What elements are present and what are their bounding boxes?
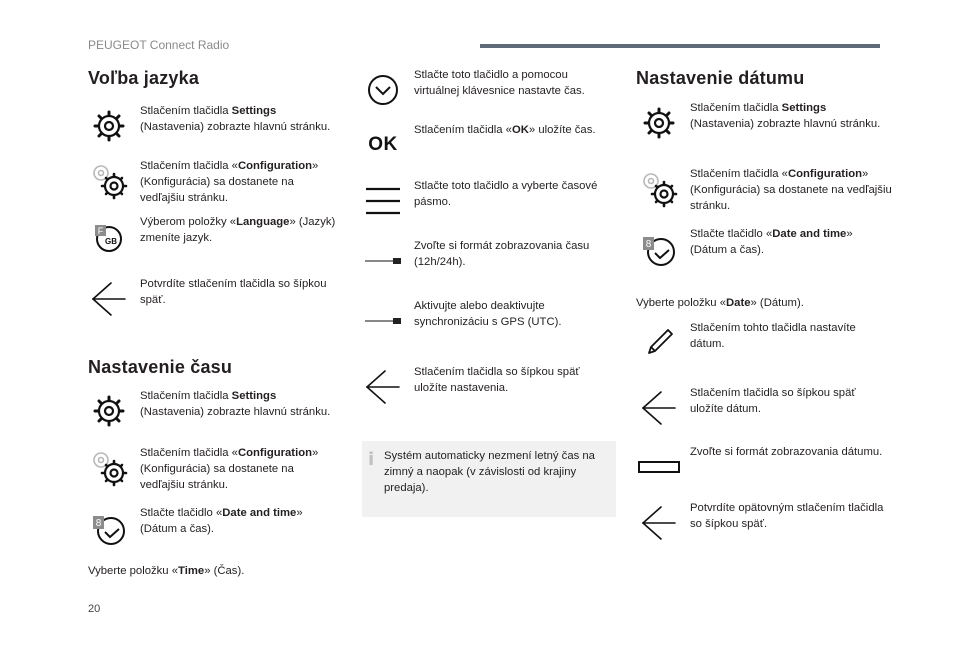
lang-step-1 [86, 103, 340, 149]
step-text: Stlačením tlačidla «Configuration» (Konfigurácia) sa dostanete na vedľajšiu stránku. [140, 160, 319, 204]
chevron-down-icon [360, 67, 406, 113]
back-arrow-icon [360, 364, 406, 410]
lang-badge-bottom: GB [105, 237, 117, 246]
step-text: Zvoľte si formát zobrazovania času (12h/24h). [414, 240, 590, 268]
language-icon [86, 214, 132, 260]
lang-step-4 [86, 276, 340, 322]
gear-icon [636, 100, 682, 146]
time-step-1 [86, 388, 340, 434]
step-text: Zvoľte si formát zobrazovania dátumu. [690, 446, 883, 458]
step-text: Aktivujte alebo deaktivujte synchronizáciu s GPS (UTC). [414, 300, 562, 328]
pencil-icon [636, 320, 682, 366]
date-step-2 [636, 166, 895, 214]
time-step-2 [86, 445, 340, 493]
date-step-4 [636, 320, 890, 366]
select-time-text: Vyberte položku «Time» (Čas). [88, 565, 245, 577]
time-step-8 [360, 298, 614, 344]
date-step-7 [636, 500, 890, 546]
step-text: Stlačte tlačidlo «Date and time» (Dátum a čas). [690, 228, 853, 256]
select-date-text: Vyberte položku «Date» (Dátum). [636, 297, 804, 309]
date-step-3 [636, 226, 890, 272]
running-header: PEUGEOT Connect Radio [88, 38, 230, 52]
time-step-3 [86, 505, 340, 551]
header-rule [480, 44, 880, 48]
back-arrow-icon [636, 500, 682, 546]
menu-icon [360, 178, 406, 224]
time-step-7 [360, 238, 614, 284]
lang-step-3 [86, 214, 340, 260]
ok-icon: OK [368, 134, 398, 155]
step-text: Stlačením tlačidla so šípkou späť uložíte nastavenia. [414, 366, 580, 394]
lang-step-2 [86, 158, 340, 206]
gear-icon [86, 103, 132, 149]
step-text: Stlačte toto tlačidlo a pomocou virtuálnej klávesnice nastavte čas. [414, 69, 585, 97]
back-arrow-icon [636, 385, 682, 431]
clock-icon [86, 505, 132, 551]
step-text: Stlačením tlačidla Settings (Nastavenia) zobrazte hlavnú stránku. [140, 105, 331, 133]
info-note-text: Systém automaticky nezmení letný čas na zimný a naopak (v závislosti od krajiny predaja). [384, 450, 595, 494]
time-step-5 [360, 122, 624, 168]
time-step-4 [360, 67, 614, 113]
section-title-date: Nastavenie dátumu [636, 68, 805, 88]
double-gear-icon [86, 445, 132, 491]
section-title-language: Voľba jazyka [88, 68, 200, 88]
format-bar-icon [636, 444, 682, 490]
double-gear-icon [636, 166, 682, 212]
lang-badge-top: F [97, 226, 104, 236]
step-text: Stlačením tlačidla Settings (Nastavenia) zobrazte hlavnú stránku. [690, 102, 881, 130]
double-gear-icon [86, 158, 132, 204]
step-text: Stlačením tlačidla «OK» uložíte čas. [414, 124, 596, 136]
gear-icon [86, 388, 132, 434]
step-text: Stlačením tlačidla «Configuration» (Konfigurácia) sa dostanete na vedľajšiu stránku. [690, 168, 892, 212]
step-text: Stlačte toto tlačidlo a vyberte časové pásmo. [414, 180, 598, 208]
section-title-time: Nastavenie času [88, 357, 233, 377]
page-number: 20 [88, 603, 101, 615]
step-text: Potvrdíte stlačením tlačidla so šípkou späť. [140, 278, 327, 306]
step-text: Stlačením tlačidla so šípkou späť uložíte dátum. [690, 387, 856, 415]
info-note [362, 441, 616, 517]
step-text: Stlačením tohto tlačidla nastavíte dátum. [690, 322, 856, 350]
toggle-icon [360, 298, 406, 344]
info-icon: i [368, 449, 375, 470]
toggle-icon [360, 238, 406, 284]
time-step-6 [360, 178, 614, 224]
time-step-9 [360, 364, 614, 410]
step-text: Stlačením tlačidla Settings (Nastavenia) zobrazte hlavnú stránku. [140, 390, 331, 418]
back-arrow-icon [86, 276, 132, 322]
step-text: Stlačte tlačidlo «Date and time» (Dátum a čas). [140, 507, 303, 535]
clock-icon [636, 226, 682, 272]
svg-text:8: 8 [95, 518, 102, 529]
svg-text:8: 8 [645, 239, 652, 250]
date-step-6 [636, 444, 890, 490]
date-step-5 [636, 385, 890, 431]
step-text: Potvrdíte opätovným stlačením tlačidla so šípkou späť. [690, 502, 884, 530]
step-text: Stlačením tlačidla «Configuration» (Konfigurácia) sa dostanete na vedľajšiu stránku. [140, 447, 319, 491]
step-text: Výberom položky «Language» (Jazyk) zmeníte jazyk. [140, 216, 336, 244]
date-step-1 [636, 100, 890, 146]
